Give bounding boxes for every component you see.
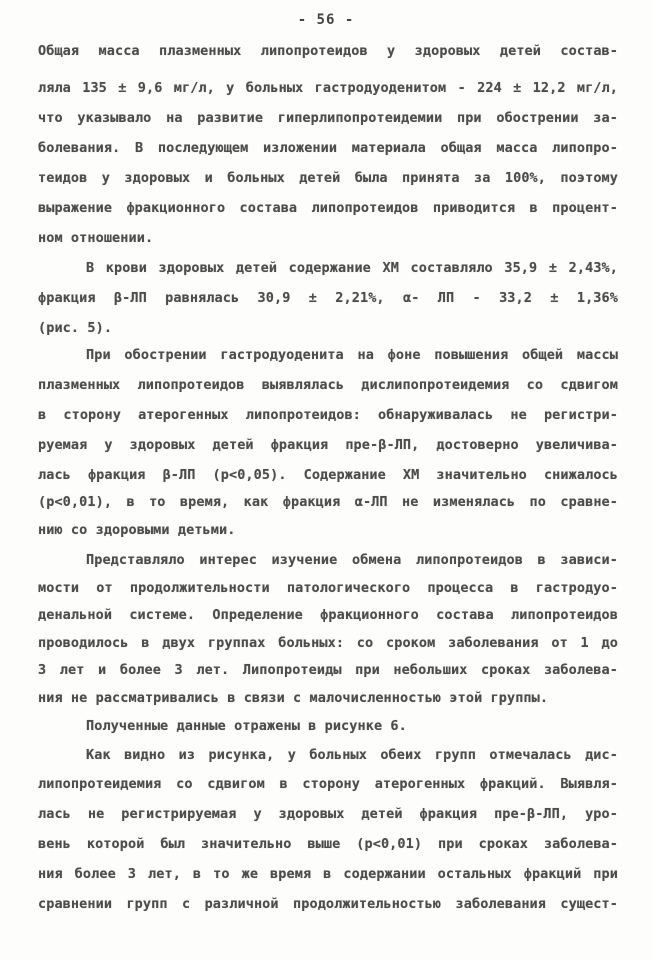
text-line: ляла 135 ± 9,6 мг/л, у больных гастродуоденитом - 224 ± 12,2 мг/л, — [38, 80, 618, 96]
text-line: При обострении гастродуоденита на фоне повышения общей массы — [86, 347, 618, 363]
text-line: мости от продолжительности патологического процесса в гастродуо- — [38, 580, 618, 596]
text-line: нию со здоровыми детьми. — [38, 522, 236, 538]
text-line: Общая масса плазменных липопротеидов у здоровых детей состав- — [38, 43, 618, 59]
text-line: выражение фракционного состава липопротеидов приводится в процент- — [38, 200, 618, 216]
text-line: (р<0,01), в то время, как фракция α-ЛП не изменялась по сравне- — [38, 494, 618, 510]
text-line: 3 лет и более 3 лет. Липопротеиды при небольших сроках заболева- — [38, 662, 618, 678]
text-line: плазменных липопротеидов выявлялась дислипопротеидемия со сдвигом — [38, 377, 618, 393]
text-line: (рис. 5). — [38, 320, 113, 336]
text-line: ния более 3 лет, в то же время в содержании остальных фракций при — [38, 866, 618, 882]
text-line: ном отношении. — [38, 230, 154, 246]
text-line: вень которой был значительно выше (р<0,01) при сроках заболева- — [38, 836, 618, 852]
text-line: болевания. В последующем изложении материала общая масса липопро- — [38, 140, 618, 156]
text-line: липопротеидемия со сдвигом в сторону атерогенных фракций. Выявля- — [38, 776, 618, 792]
text-line: Представляло интерес изучение обмена липопротеидов в зависи- — [86, 552, 618, 568]
text-line: руемая у здоровых детей фракция пре-β-ЛП, достоверно увеличива- — [38, 437, 618, 453]
text-line: ния не рассматривались в связи с малочисленностью этой группы. — [38, 690, 549, 706]
page-number: - 56 - — [297, 12, 355, 28]
text-line: лась фракция β-ЛП (р<0,05). Содержание ХМ значительно снижалось — [38, 467, 618, 483]
text-line: в сторону атерогенных липопротеидов: обнаруживалась не регистри- — [38, 407, 618, 423]
text-line: сравнении групп с различной продолжительностью заболевания сущест- — [38, 896, 618, 912]
text-line: В крови здоровых детей содержание ХМ составляло 35,9 ± 2,43%, — [86, 260, 618, 276]
text-line: денальной системе. Определение фракционного состава липопротеидов — [38, 607, 618, 623]
text-line: что указывало на развитие гиперлипопротеидемии при обострении за- — [38, 110, 618, 126]
text-line: фракция β-ЛП равнялась 30,9 ± 2,21%, α- ЛП - 33,2 ± 1,36% — [38, 290, 618, 306]
text-line: теидов у здоровых и больных детей была принята за 100%, поэтому — [38, 170, 618, 186]
text-line: Полученные данные отражены в рисунке 6. — [86, 718, 407, 734]
text-line: Как видно из рисунка, у больных обеих групп отмечалась дис- — [86, 747, 618, 763]
text-line: лась не регистрируемая у здоровых детей фракция пре-β-ЛП, уро- — [38, 806, 618, 822]
text-line: проводилось в двух группах больных: со сроком заболевания от 1 до — [38, 635, 618, 651]
